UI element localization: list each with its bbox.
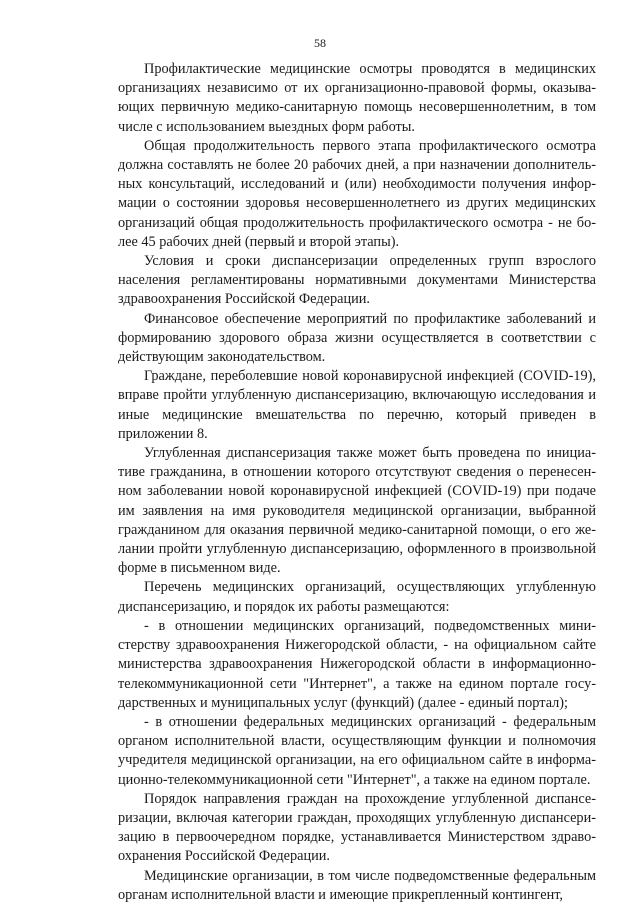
list-item-regional-organizations: - в отношении медицинских организаций, подведомственных министерству здравоохранения Нижегородской области, - на официальном сайте министерства здравоохранения Нижегородской области в информационно-телекоммуникационной сети "Интернет", а также на едином портале государственных и муниципальных услуг (функций) (далее - единый портал); [118, 617, 596, 711]
paragraph-financing: Финансовое обеспечение мероприятий по профилактике заболеваний и формированию здорового образа жизни осуществляется в соответствии с действующим законодательством. [118, 310, 596, 366]
paragraph-organizations-list: Перечень медицинских организаций, осуществляющих углубленную диспансеризацию, и порядок их работы размещаются: [118, 579, 596, 615]
list-item-federal-organizations: - в отношении федеральных медицинских организаций - федеральным органом исполнительной власти, осуществляющим функции и полномочия учредителя медицинской организации, на его официальном сайте в информационно-телекоммуникационной сети "Интернет", а также на едином портале. [118, 713, 596, 788]
paragraph-medical-organizations: Медицинские организации, в том числе подведомственные федеральным органам исполнительной власти и имеющие прикрепленный контингент, [118, 867, 596, 903]
paragraph-dispensary-terms: Условия и сроки диспансеризации определенных групп взрослого населения регламентированы нормативными документами Министерства здравоохранения Российской Федерации. [118, 253, 596, 308]
paragraph-preventive-exams: Профилактические медицинские осмотры проводятся в медицинских организациях независимо от их организационно-правовой формы, оказывающих первичную медико-санитарную помощь несовершеннолетним, в том числе с использованием выездных форм работы. [118, 61, 596, 135]
paragraph-referral-procedure: Порядок направления граждан на прохождение углубленной диспансеризации, включая категории граждан, проходящих углубленную диспансеризацию в первоочередном порядке, устанавливается Министерством здравоохранения Российской Федерации. [118, 790, 596, 865]
paragraph-citizen-initiative: Углубленная диспансеризация также может быть проведена по инициативе гражданина, в отношении которого отсутствуют сведения о перенесенном заболевании новой коронавирусной инфекцией (COVID-19) при подаче им заявления на имя руководителя медицинской организации, выбранной гражданином для оказания первичной медико-санитарной помощи, о его желании пройти углубленную диспансеризацию, оформленного в произвольной форме в письменном виде. [118, 445, 596, 577]
page-number: 58 [314, 36, 326, 50]
document-body [118, 60, 596, 905]
paragraph-covid-citizens: Граждане, переболевшие новой коронавирусной инфекцией (COVID-19), вправе пройти углубленную диспансеризацию, включающую исследования и иные медицинские вмешательства по перечню, который приведен в приложении 8. [118, 368, 596, 442]
paragraph-exam-duration: Общая продолжительность первого этапа профилактического осмотра должна составлять не более 20 рабочих дней, а при назначении дополнительных консультаций, исследований и (или) необходимости получения информации о состоянии здоровья несовершеннолетнего из других медицинских организаций общая продолжительность профилактического осмотра - не более 45 рабочих дней (первый и второй этапы). [118, 137, 596, 250]
